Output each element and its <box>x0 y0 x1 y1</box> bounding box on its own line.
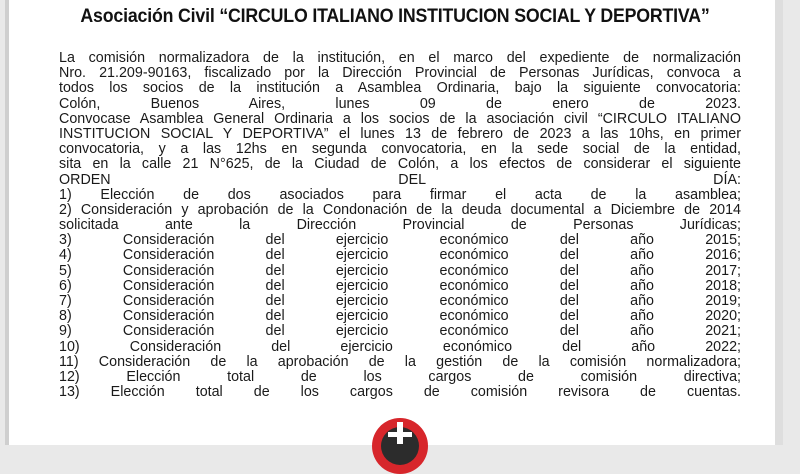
body-line: Colón, Buenos Aires, lunes 09 de enero de 2023. <box>59 95 741 112</box>
agenda-item: 7) Consideración del ejercicio económico del año 2019; <box>59 293 741 309</box>
body-line: sita en la calle 21 N°625, de la Ciudad de Colón, a los efectos de considerar el siguiente <box>59 156 741 173</box>
page-left-edge <box>5 0 9 445</box>
agenda-item: 12) Elección total de los cargos de comisión directiva; <box>59 368 741 385</box>
agenda-item: 8) Consideración del ejercicio económico del año 2020; <box>59 308 741 325</box>
body-line: La comisión normalizadora de la institución, en el marco del expediente de normalización <box>59 50 741 66</box>
body-line: convocatoria, y a las 12hs en segunda convocatoria, en la sede social de la entidad, <box>59 141 741 158</box>
agenda-item: 6) Consideración del ejercicio económico del año 2018; <box>59 277 741 294</box>
orden-del-dia-heading: ORDEN DEL DÍA: <box>59 171 741 188</box>
agenda-item: 2) Consideración y aprobación de la Condonación de la deuda documental a Diciembre de 2014 <box>59 201 741 218</box>
agenda-item: 9) Consideración del ejercicio económico del año 2021; <box>59 323 741 340</box>
club-crest-icon <box>372 418 428 474</box>
agenda-item: solicitada ante la Dirección Provincial de Personas Jurídicas; <box>59 217 741 234</box>
agenda-item: 5) Consideración del ejercicio económico del año 2017; <box>59 262 741 279</box>
agenda-item: 13) Elección total de los cargos de comisión revisora de cuentas. <box>59 384 741 401</box>
body-line: Nro. 21.209-90163, fiscalizado por la Dirección Provincial de Personas Jurídicas, convoca a <box>59 65 741 82</box>
body-line: Convocase Asamblea General Ordinaria a los socios de la asociación civil “CIRCULO ITALIANO <box>59 110 741 127</box>
page-right-edge <box>775 0 783 445</box>
document-body <box>59 51 741 400</box>
agenda-item: 1) Elección de dos asociados para firmar el acta de la asamblea; <box>59 186 741 203</box>
agenda-item: 3) Consideración del ejercicio económico del año 2015; <box>59 232 741 249</box>
document-title: Asociación Civil “CIRCULO ITALIANO INSTITUCION SOCIAL Y DEPORTIVA” <box>80 5 710 27</box>
crest-mark-vertical <box>397 422 403 444</box>
body-line: todos los socios de la institución a Asamblea Ordinaria, bajo la siguiente convocatoria: <box>59 80 741 97</box>
agenda-item: 4) Consideración del ejercicio económico del año 2016; <box>59 247 741 264</box>
agenda-item: 10) Consideración del ejercicio económico del año 2022; <box>59 338 741 355</box>
body-line: INSTITUCION SOCIAL Y DEPORTIVA” el lunes 13 de febrero de 2023 a las 10hs, en primer <box>59 125 741 142</box>
agenda-item: 11) Consideración de la aprobación de la gestión de la comisión normalizadora; <box>59 353 741 370</box>
